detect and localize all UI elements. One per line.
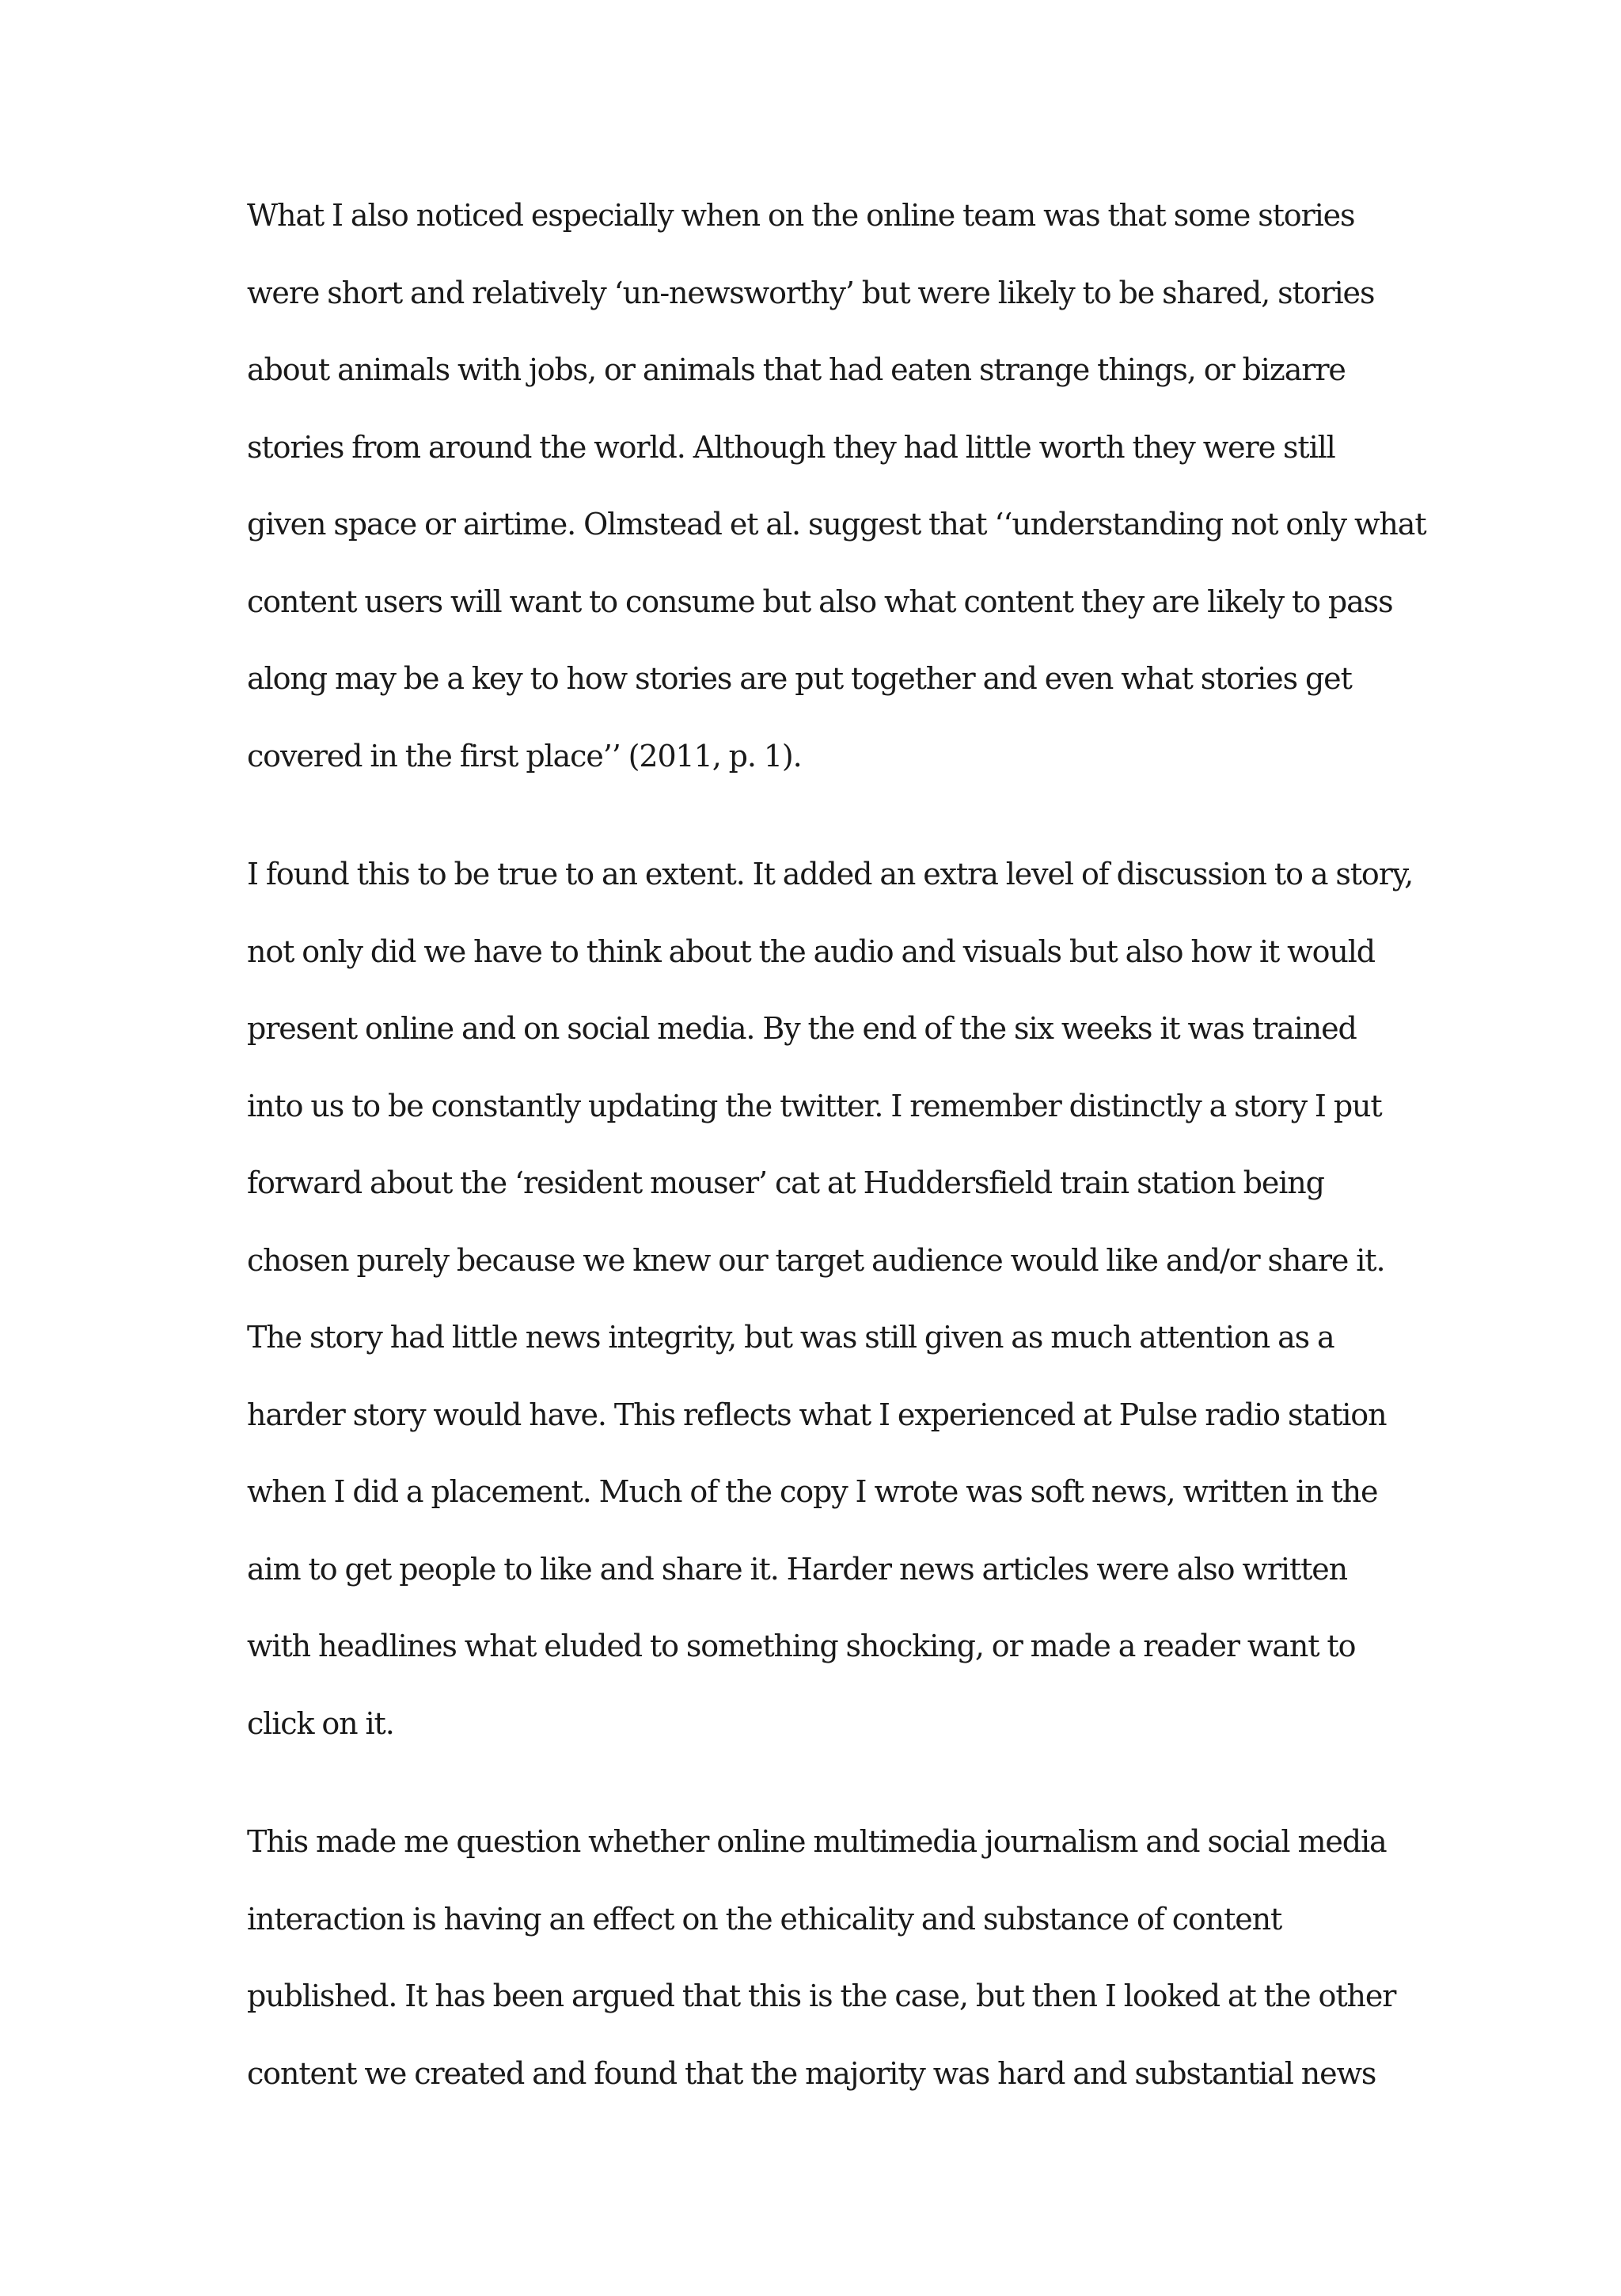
text-line: covered in the first place’’ (2011, p. 1). bbox=[247, 738, 802, 774]
paragraph-1 bbox=[247, 192, 1426, 809]
text-line: interaction is having an effect on the ethicality and substance of content bbox=[247, 1901, 1282, 1937]
text-line: present online and on social media. By the end of the six weeks it was trained bbox=[247, 1011, 1357, 1046]
text-line: forward about the ‘resident mouser’ cat at Huddersfield train station being bbox=[247, 1165, 1324, 1200]
text-line: stories from around the world. Although they had little worth they were still bbox=[247, 429, 1335, 465]
text-line: with headlines what eluded to something shocking, or made a reader want to bbox=[247, 1629, 1356, 1663]
text-line: given space or airtime. Olmstead et al. suggest that ‘‘understanding not only what bbox=[247, 507, 1426, 542]
paragraph-3 bbox=[247, 1818, 1395, 2127]
text-line: not only did we have to think about the audio and visuals but also how it would bbox=[247, 933, 1376, 969]
text-line: when I did a placement. Much of the copy I wrote was soft news, written in the bbox=[247, 1474, 1378, 1509]
text-line: were short and relatively ‘un-newsworthy’ but were likely to be shared, stories bbox=[247, 275, 1375, 310]
text-line: into us to be constantly updating the twitter. I remember distinctly a story I put bbox=[247, 1088, 1382, 1123]
text-line: about animals with jobs, or animals that had eaten strange things, or bizarre bbox=[247, 352, 1346, 387]
text-line: aim to get people to like and share it. Harder news articles were also written bbox=[247, 1551, 1348, 1587]
text-line: content users will want to consume but also what content they are likely to pass bbox=[247, 584, 1393, 619]
text-line: along may be a key to how stories are put together and even what stories get bbox=[247, 661, 1352, 696]
text-line: click on it. bbox=[247, 1705, 394, 1741]
text-line: This made me question whether online multimedia journalism and social media bbox=[247, 1824, 1387, 1859]
text-line: published. It has been argued that this is the case, but then I looked at the other bbox=[247, 1979, 1396, 2013]
text-line: The story had little news integrity, but was still given as much attention as a bbox=[247, 1320, 1334, 1355]
text-line: content we created and found that the majority was hard and substantial news bbox=[247, 2055, 1376, 2091]
document-body bbox=[247, 192, 1426, 2127]
text-line: I found this to be true to an extent. It added an extra level of discussion to a story, bbox=[247, 857, 1414, 891]
text-line: harder story would have. This reflects what I experienced at Pulse radio station bbox=[247, 1397, 1387, 1432]
paragraph-2 bbox=[247, 850, 1414, 1777]
text-line: chosen purely because we knew our target audience would like and/or share it. bbox=[247, 1242, 1385, 1278]
text-line: What I also noticed especially when on the online team was that some stories bbox=[247, 198, 1355, 233]
